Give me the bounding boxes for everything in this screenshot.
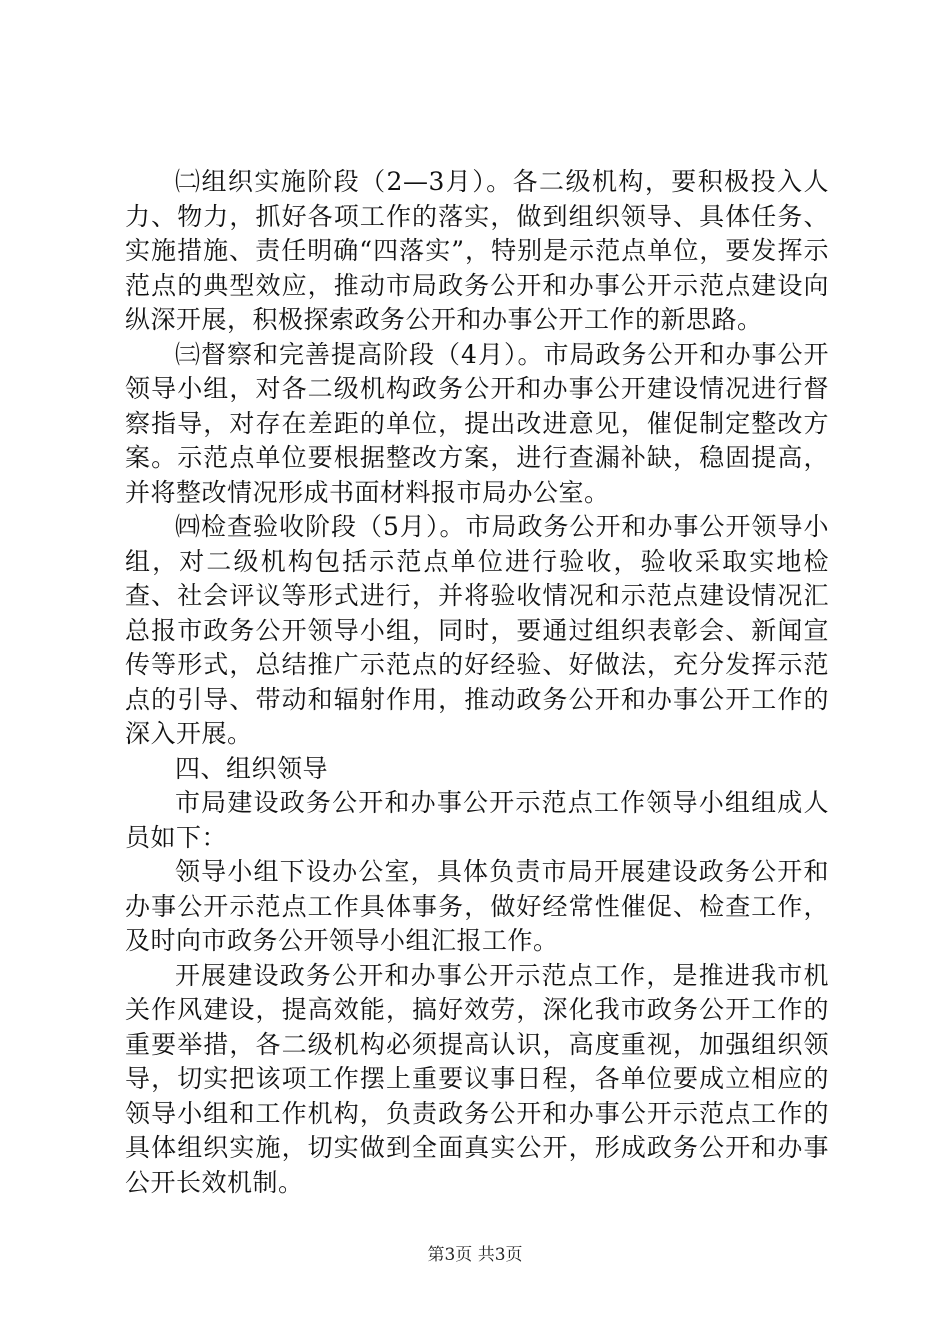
- paragraph-office-duties: 领导小组下设办公室，具体负责市局开展建设政务公开和办事公开示范点工作具体事务，做好经常性催促、检查工作，及时向市政务公开领导小组汇报工作。: [125, 857, 829, 955]
- paragraph-inspection-stage: ㈣检查验收阶段（5月）。市局政务公开和办事公开领导小组，对二级机构包括示范点单位进行验收，验收采取实地检查、社会评议等形式进行，并将验收情况和示范点建设情况汇总报市政务公开领导小组，同时，要通过组织表彰会、新闻宣传等形式，总结推广示范点的好经验、好做法，充分发挥示范点的引导、带动和辐射作用，推动政务公开和办事公开工作的深入开展。: [125, 512, 829, 748]
- page-number-footer: 第3页 共3页: [427, 1245, 523, 1265]
- section-heading-organization: 四、组织领导: [175, 753, 329, 783]
- document-body: [125, 165, 829, 1200]
- paragraph-leading-group-members: 市局建设政务公开和办事公开示范点工作领导小组组成人员如下：: [125, 788, 829, 852]
- paragraph-supervision-stage: ㈢督察和完善提高阶段（4月）。市局政务公开和办事公开领导小组，对各二级机构政务公开和办事公开建设情况进行督察指导，对存在差距的单位，提出改进意见，催促制定整改方案。示范点单位要根据整改方案，进行查漏补缺，稳固提高，并将整改情况形成书面材料报市局办公室。: [125, 339, 829, 507]
- paragraph-implementation-stage: ㈡组织实施阶段（2—3月）。各二级机构，要积极投入人力、物力，抓好各项工作的落实，做到组织领导、具体任务、实施措施、责任明确“四落实”，特别是示范点单位，要发挥示范点的典型效应，推动市局政务公开和办事公开示范点建设向纵深开展，积极探索政务公开和办事公开工作的新思路。: [125, 167, 829, 334]
- paragraph-closing-requirements: 开展建设政务公开和办事公开示范点工作，是推进我市机关作风建设，提高效能，搞好效劳，深化我市政务公开工作的重要举措，各二级机构必须提高认识，高度重视，加强组织领导，切实把该项工作摆上重要议事日程，各单位要成立相应的领导小组和工作机构，负责政务公开和办事公开示范点工作的具体组织实施，切实做到全面真实公开，形成政务公开和办事公开长效机制。: [125, 960, 829, 1197]
